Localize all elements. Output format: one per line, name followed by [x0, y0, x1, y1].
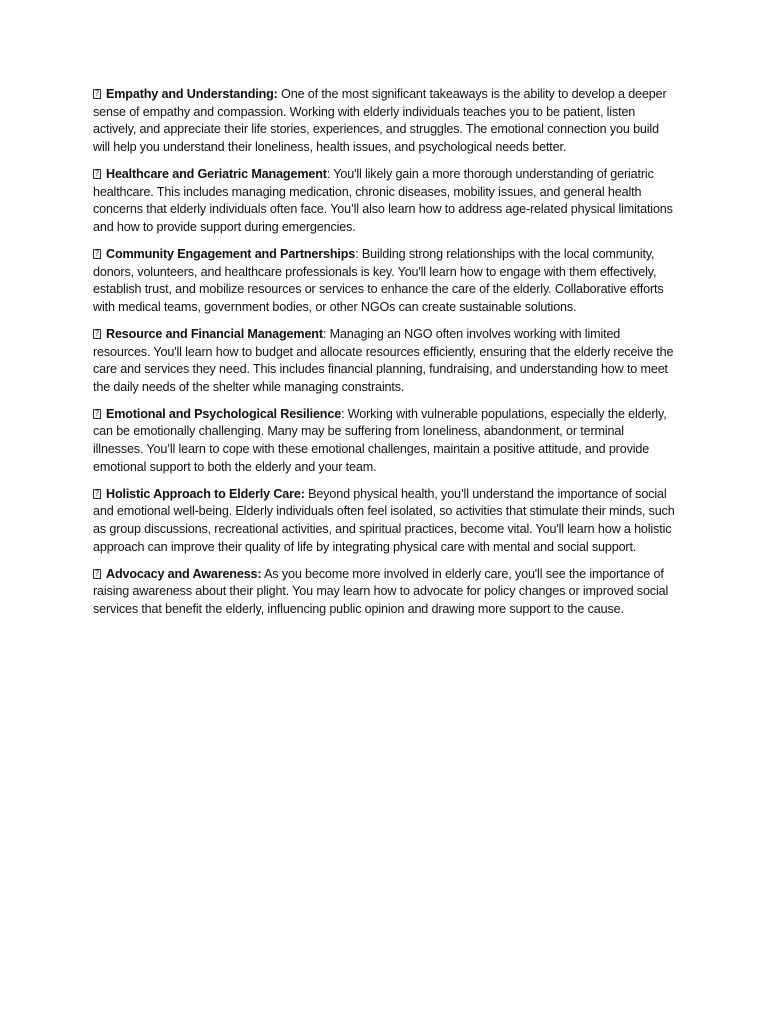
section-text: One of the most significant takeaways is the ability to develop a deeper sense of empathy and compassion. Working with elderly individuals teaches you to be patient, listen actively, and appreciate their life stories, experiences, and struggles. The emotional connection you build will help you understand their loneliness, health issues, and psychological needs better. — [93, 87, 667, 154]
section-heading: Emotional and Psychological Resilience — [106, 406, 342, 421]
section-text: As you become more involved in elderly care, you'll see the importance of raising awareness about their plight. You may learn how to advocate for policy changes or improved social services that benefit the elderly, influencing public opinion and drawing more support to the cause. — [93, 566, 669, 616]
section-resilience — [93, 406, 675, 476]
missing-glyph-icon — [93, 249, 101, 259]
missing-glyph-icon — [93, 89, 101, 99]
missing-glyph-icon — [93, 169, 101, 179]
missing-glyph-icon — [93, 409, 101, 419]
document-page — [93, 86, 675, 628]
section-holistic — [93, 486, 675, 556]
missing-glyph-icon — [93, 489, 101, 499]
section-heading: Healthcare and Geriatric Management — [106, 166, 327, 181]
missing-glyph-icon — [93, 569, 101, 579]
section-empathy — [93, 86, 675, 156]
section-text: : Building strong relationships with the local community, donors, volunteers, and healthcare professionals is key. You'll learn how to engage with them effectively, establish trust, and mobilize resources or services to enhance the care of the elderly. Collaborative efforts with medical teams, government bodies, or other NGOs can create sustainable solutions. — [93, 246, 664, 314]
missing-glyph-icon — [93, 329, 101, 339]
section-text: Beyond physical health, you’ll understand the importance of social and emotional well-being. Elderly individuals often feel isolated, so activities that stimulate their minds, such as group discussions, recreational activities, and spiritual practices, become vital. You'll learn how a holistic approach can improve their quality of life by integrating physical care with mental and social support. — [93, 486, 675, 554]
section-heading: Resource and Financial Management — [106, 326, 323, 341]
section-resource — [93, 326, 675, 396]
section-heading: Community Engagement and Partnerships — [106, 246, 356, 261]
section-heading: Advocacy and Awareness: — [106, 566, 262, 581]
section-heading: Holistic Approach to Elderly Care: — [106, 486, 305, 501]
section-text: : Managing an NGO often involves working with limited resources. You'll learn how to budget and allocate resources efficiently, ensuring that the elderly receive the care and services they need. This includes financial planning, fundraising, and understanding how to meet the daily needs of the shelter while managing constraints. — [93, 326, 674, 394]
section-text: : Working with vulnerable populations, especially the elderly, can be emotionally challenging. Many may be suffering from loneliness, abandonment, or terminal illnesses. You’ll learn to cope with these emotional challenges, maintain a positive attitude, and provide emotional support to both the elderly and your team. — [93, 406, 667, 474]
section-advocacy — [93, 566, 675, 619]
section-community — [93, 246, 675, 316]
section-heading: Empathy and Understanding: — [106, 87, 278, 101]
section-text: : You'll likely gain a more thorough understanding of geriatric healthcare. This includes managing medication, chronic diseases, mobility issues, and general health concerns that elderly individuals often face. You’ll also learn how to address age-related physical limitations and how to provide support during emergencies. — [93, 166, 673, 234]
section-healthcare — [93, 166, 675, 236]
